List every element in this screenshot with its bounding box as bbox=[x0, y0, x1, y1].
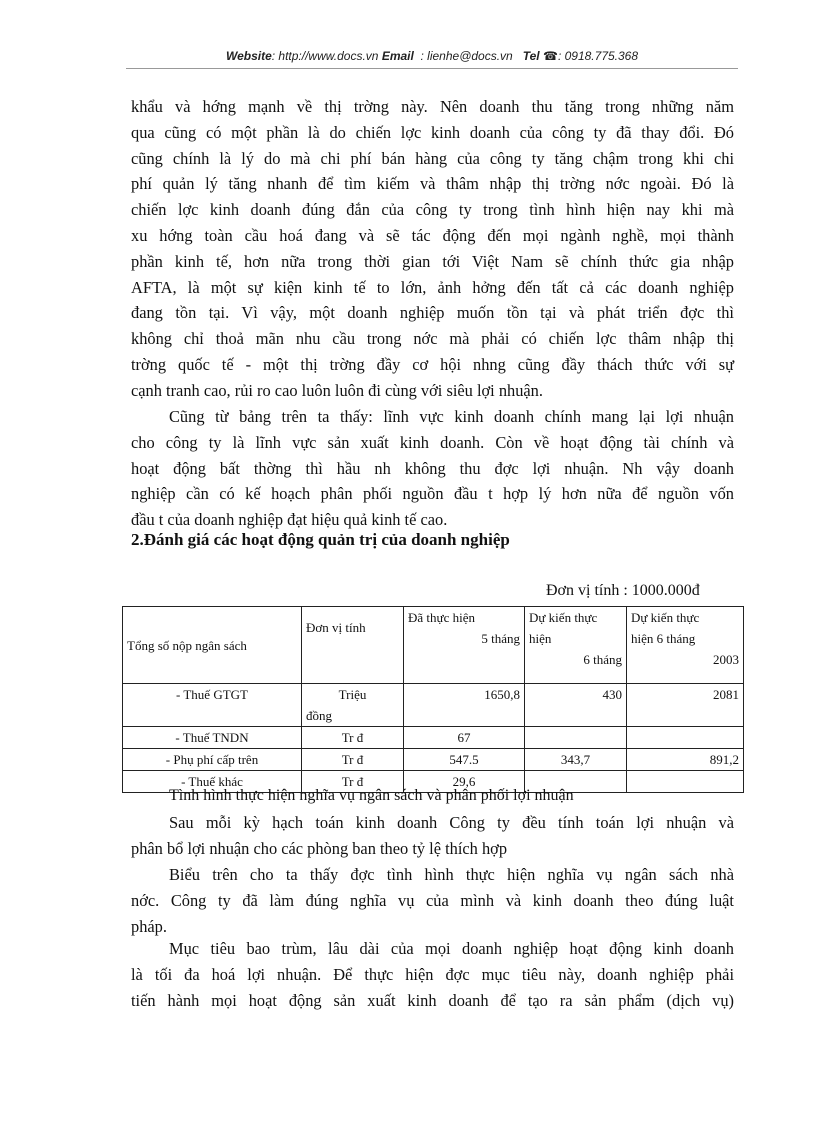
row-plan6 bbox=[525, 727, 627, 749]
row-name: - Thuế khác bbox=[123, 771, 302, 793]
text-line: pháp. bbox=[131, 916, 167, 936]
text-line: tiến hành mọi hoạt động sản xuất kinh doanh để tạo ra sản phẩm (dịch vụ) bbox=[131, 990, 734, 1010]
header-total-budget-label: Tổng số nộp ngân sách bbox=[127, 637, 247, 653]
row-done: 1650,8 bbox=[404, 684, 525, 727]
header-plan2003 bbox=[627, 607, 744, 684]
paragraph-1 bbox=[131, 94, 734, 404]
row-unit-line1: Triệu bbox=[338, 687, 367, 702]
header-done bbox=[404, 607, 525, 684]
text-line: chiến lợc kinh doanh đúng đắn của công ty trong tình hình hiện nay khi mà bbox=[131, 200, 734, 220]
table-row bbox=[123, 749, 744, 771]
row-done: 67 bbox=[404, 727, 525, 749]
text-line: là tối đa hoá lợi nhuận. Để thực hiện đợc mục tiêu này, doanh nghiệp phải bbox=[131, 964, 734, 984]
tel-value: ☎: 0918.775.368 bbox=[543, 49, 639, 63]
header-plan6-line3: 6 tháng bbox=[583, 652, 622, 667]
header-done-line2: 5 tháng bbox=[481, 631, 520, 646]
text-line: cho công ty là lĩnh vực sản xuất kinh doanh. Còn về hoạt động tài chính và bbox=[131, 432, 734, 452]
header-plan6-line2: hiện bbox=[529, 631, 552, 646]
row-plan2003 bbox=[627, 727, 744, 749]
email-value[interactable]: : lienhe@docs.vn bbox=[420, 49, 513, 63]
paragraph-3 bbox=[131, 810, 734, 862]
text-line: cũng chính là lý do mà chi phí bán hàng của công ty tăng chậm trong khi chi bbox=[131, 148, 734, 168]
row-unit: Tr đ bbox=[302, 771, 404, 793]
row-plan2003: 891,2 bbox=[627, 749, 744, 771]
row-unit bbox=[302, 684, 404, 727]
header-plan2003-line2: hiện 6 tháng bbox=[631, 631, 696, 646]
row-done: 29,6 bbox=[404, 771, 525, 793]
row-name: - Thuế GTGT bbox=[123, 684, 302, 727]
text-line: phí quản lý tăng nhanh để tìm kiếm và thâm nhập thị trờng nớc ngoài. Đó là bbox=[131, 174, 734, 194]
text-line: qua cũng có một phần là do chiến lợc kinh doanh của công ty đã thay đổi. Đó bbox=[131, 122, 734, 142]
text-line: phân bổ lợi nhuận cho các phòng ban theo tỷ lệ thích hợp bbox=[131, 838, 508, 858]
row-name: - Thuế TNDN bbox=[123, 727, 302, 749]
header-divider bbox=[126, 68, 738, 69]
website-value[interactable]: : http://www.docs.vn bbox=[271, 49, 379, 63]
unit-label: Đơn vị tính : 1000.000đ bbox=[546, 582, 700, 599]
header-plan6 bbox=[525, 607, 627, 684]
paragraph-4 bbox=[131, 862, 734, 939]
section-heading: 2.Đánh giá các hoạt động quản trị của doanh nghiệp bbox=[131, 530, 510, 549]
row-name: - Phụ phí cấp trên bbox=[123, 749, 302, 771]
header-plan2003-line3: 2003 bbox=[713, 652, 739, 667]
text-line: hoạt động bất thờng thì hầu nh không thu đợc lợi nhuận. Nh vậy doanh bbox=[131, 458, 734, 478]
website-label: Website bbox=[225, 49, 272, 63]
text-line: đầu t của doanh nghiệp đạt hiệu quả kinh tế cao. bbox=[131, 510, 448, 530]
row-done: 547.5 bbox=[404, 749, 525, 771]
table-caption: Tình hình thực hiện nghĩa vụ ngân sách và phân phối lợi nhuận bbox=[169, 787, 574, 804]
row-unit-line2: đồng bbox=[306, 708, 332, 723]
row-plan2003: 2081 bbox=[627, 684, 744, 727]
header-plan6-line1: Dự kiến thực bbox=[529, 610, 598, 625]
row-plan6: 343,7 bbox=[525, 749, 627, 771]
header-total-budget bbox=[123, 607, 302, 684]
header-unit bbox=[302, 607, 404, 684]
text-line: AFTA, là một sự kiện kinh tế to lớn, ảnh hởng đến tất cả các doanh nghiệp bbox=[131, 277, 734, 297]
email-label: Email bbox=[381, 49, 414, 63]
budget-table bbox=[122, 606, 744, 793]
row-unit: Tr đ bbox=[302, 749, 404, 771]
table-row bbox=[123, 727, 744, 749]
tel-label: Tel bbox=[522, 49, 540, 63]
header-unit-label: Đơn vị tính bbox=[306, 620, 366, 635]
paragraph-2 bbox=[131, 404, 734, 533]
header-done-line1: Đã thực hiện bbox=[408, 610, 475, 625]
text-line: Cũng từ bảng trên ta thấy: lĩnh vực kinh doanh chính mang lại lợi nhuận bbox=[169, 407, 734, 426]
row-plan2003 bbox=[627, 771, 744, 793]
text-line: phần kinh tế, hơn nữa trong thời gian tới Việt Nam sẽ chính thức gia nhập bbox=[131, 251, 734, 271]
text-line: không chỉ thoả mãn nhu cầu trong nớc mà phải có chiến lợc thâm nhập thị bbox=[131, 329, 734, 349]
text-line: đang tồn tại. Vì vậy, một doanh nghiệp muốn tồn tại và phát triển đợc thì bbox=[131, 303, 734, 323]
text-line: Biểu trên cho ta thấy đợc tình hình thực hiện nghĩa vụ ngân sách nhà bbox=[169, 865, 734, 884]
text-line: Sau mỗi kỳ hạch toán kinh doanh Công ty đều tính toán lợi nhuận và bbox=[169, 813, 734, 832]
text-line: trờng quốc tế - một thị trờng đầy cơ hội nhng cũng đầy thách thức với sự bbox=[131, 354, 734, 374]
text-line: xu hớng toàn cầu hoá đang và sẽ tác động đến mọi ngành nghề, mọi thành bbox=[131, 225, 734, 245]
page-header bbox=[126, 49, 738, 63]
paragraph-5 bbox=[131, 936, 734, 1013]
header-plan2003-line1: Dự kiến thực bbox=[631, 610, 700, 625]
table-header-row bbox=[123, 607, 744, 684]
row-plan6: 430 bbox=[525, 684, 627, 727]
row-unit: Tr đ bbox=[302, 727, 404, 749]
text-line: nớc. Công ty đã làm đúng nghĩa vụ của mình và kinh doanh theo đúng luật bbox=[131, 890, 734, 910]
text-line: Mục tiêu bao trùm, lâu dài của mọi doanh nghiệp hoạt động kinh doanh bbox=[169, 939, 734, 958]
text-line: khẩu và hớng mạnh về thị trờng này. Nên doanh thu tăng trong những năm bbox=[131, 97, 734, 116]
text-line: cạnh tranh cao, rủi ro cao luôn luôn đi cùng với siêu lợi nhuận. bbox=[131, 380, 543, 400]
table-row bbox=[123, 684, 744, 727]
text-line: nghiệp cần có kế hoạch phân phối nguồn đầu t hợp lý hơn nữa để nguồn vốn bbox=[131, 484, 734, 504]
